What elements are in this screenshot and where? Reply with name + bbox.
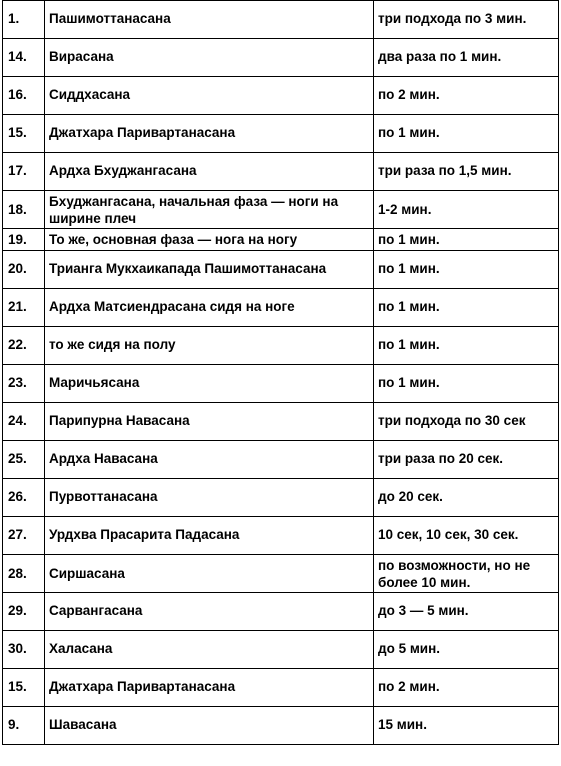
asana-duration: по 1 мин. xyxy=(374,115,559,153)
asana-table xyxy=(2,0,559,745)
table-row xyxy=(3,441,559,479)
asana-name: то же сидя на полу xyxy=(45,327,374,365)
table-row xyxy=(3,229,559,251)
asana-name: Халасана xyxy=(45,631,374,669)
asana-name: То же, основная фаза — нога на ногу xyxy=(45,229,374,251)
asana-name: Пашимоттанасана xyxy=(45,1,374,39)
table-row xyxy=(3,593,559,631)
asana-duration: 15 мин. xyxy=(374,707,559,745)
table-row xyxy=(3,1,559,39)
asana-duration: по 2 мин. xyxy=(374,77,559,115)
row-number: 27. xyxy=(3,517,45,555)
row-number: 20. xyxy=(3,251,45,289)
row-number: 25. xyxy=(3,441,45,479)
asana-name: Маричьясана xyxy=(45,365,374,403)
row-number: 26. xyxy=(3,479,45,517)
row-number: 29. xyxy=(3,593,45,631)
table-row xyxy=(3,555,559,593)
table-row xyxy=(3,153,559,191)
asana-duration: по 1 мин. xyxy=(374,365,559,403)
table-row xyxy=(3,707,559,745)
asana-duration: до 20 сек. xyxy=(374,479,559,517)
table-row xyxy=(3,403,559,441)
asana-duration: три подхода по 3 мин. xyxy=(374,1,559,39)
row-number: 1. xyxy=(3,1,45,39)
asana-name: Сиршасана xyxy=(45,555,374,593)
asana-duration: по 1 мин. xyxy=(374,289,559,327)
row-number: 17. xyxy=(3,153,45,191)
table-row xyxy=(3,191,559,229)
table-row xyxy=(3,365,559,403)
table-row xyxy=(3,479,559,517)
asana-name: Сарвангасана xyxy=(45,593,374,631)
asana-name: Парипурна Навасана xyxy=(45,403,374,441)
row-number: 28. xyxy=(3,555,45,593)
row-number: 9. xyxy=(3,707,45,745)
row-number: 21. xyxy=(3,289,45,327)
asana-name: Трианга Мукхаикапада Пашимоттанасана xyxy=(45,251,374,289)
asana-duration: по 1 мин. xyxy=(374,229,559,251)
asana-duration: по 1 мин. xyxy=(374,327,559,365)
row-number: 24. xyxy=(3,403,45,441)
asana-name: Ардха Бхуджангасана xyxy=(45,153,374,191)
asana-duration: до 3 — 5 мин. xyxy=(374,593,559,631)
asana-duration: два раза по 1 мин. xyxy=(374,39,559,77)
row-number: 23. xyxy=(3,365,45,403)
asana-duration: по 2 мин. xyxy=(374,669,559,707)
asana-duration: по 1 мин. xyxy=(374,251,559,289)
table-row xyxy=(3,669,559,707)
table-row xyxy=(3,251,559,289)
asana-name: Джатхара Паривартанасана xyxy=(45,115,374,153)
table-row xyxy=(3,631,559,669)
row-number: 18. xyxy=(3,191,45,229)
asana-name: Вирасана xyxy=(45,39,374,77)
asana-name: Шавасана xyxy=(45,707,374,745)
asana-duration: 10 сек, 10 сек, 30 сек. xyxy=(374,517,559,555)
table-row xyxy=(3,289,559,327)
row-number: 15. xyxy=(3,669,45,707)
asana-duration: три раза по 1,5 мин. xyxy=(374,153,559,191)
row-number: 14. xyxy=(3,39,45,77)
asana-name: Бхуджангасана, начальная фаза — ноги на ширине плеч xyxy=(45,191,374,229)
asana-duration: 1-2 мин. xyxy=(374,191,559,229)
asana-duration: три подхода по 30 сек xyxy=(374,403,559,441)
row-number: 16. xyxy=(3,77,45,115)
table-row xyxy=(3,517,559,555)
row-number: 22. xyxy=(3,327,45,365)
table-row xyxy=(3,39,559,77)
row-number: 15. xyxy=(3,115,45,153)
asana-name: Урдхва Прасарита Падасана xyxy=(45,517,374,555)
asana-name: Пурвоттанасана xyxy=(45,479,374,517)
asana-name: Ардха Навасана xyxy=(45,441,374,479)
table-row xyxy=(3,77,559,115)
table-row xyxy=(3,327,559,365)
asana-duration: по возможности, но не более 10 мин. xyxy=(374,555,559,593)
asana-name: Джатхара Паривартанасана xyxy=(45,669,374,707)
table-row xyxy=(3,115,559,153)
asana-name: Ардха Матсиендрасана сидя на ноге xyxy=(45,289,374,327)
asana-duration: три раза по 20 сек. xyxy=(374,441,559,479)
row-number: 19. xyxy=(3,229,45,251)
row-number: 30. xyxy=(3,631,45,669)
table-body xyxy=(3,1,559,745)
asana-duration: до 5 мин. xyxy=(374,631,559,669)
asana-name: Сиддхасана xyxy=(45,77,374,115)
